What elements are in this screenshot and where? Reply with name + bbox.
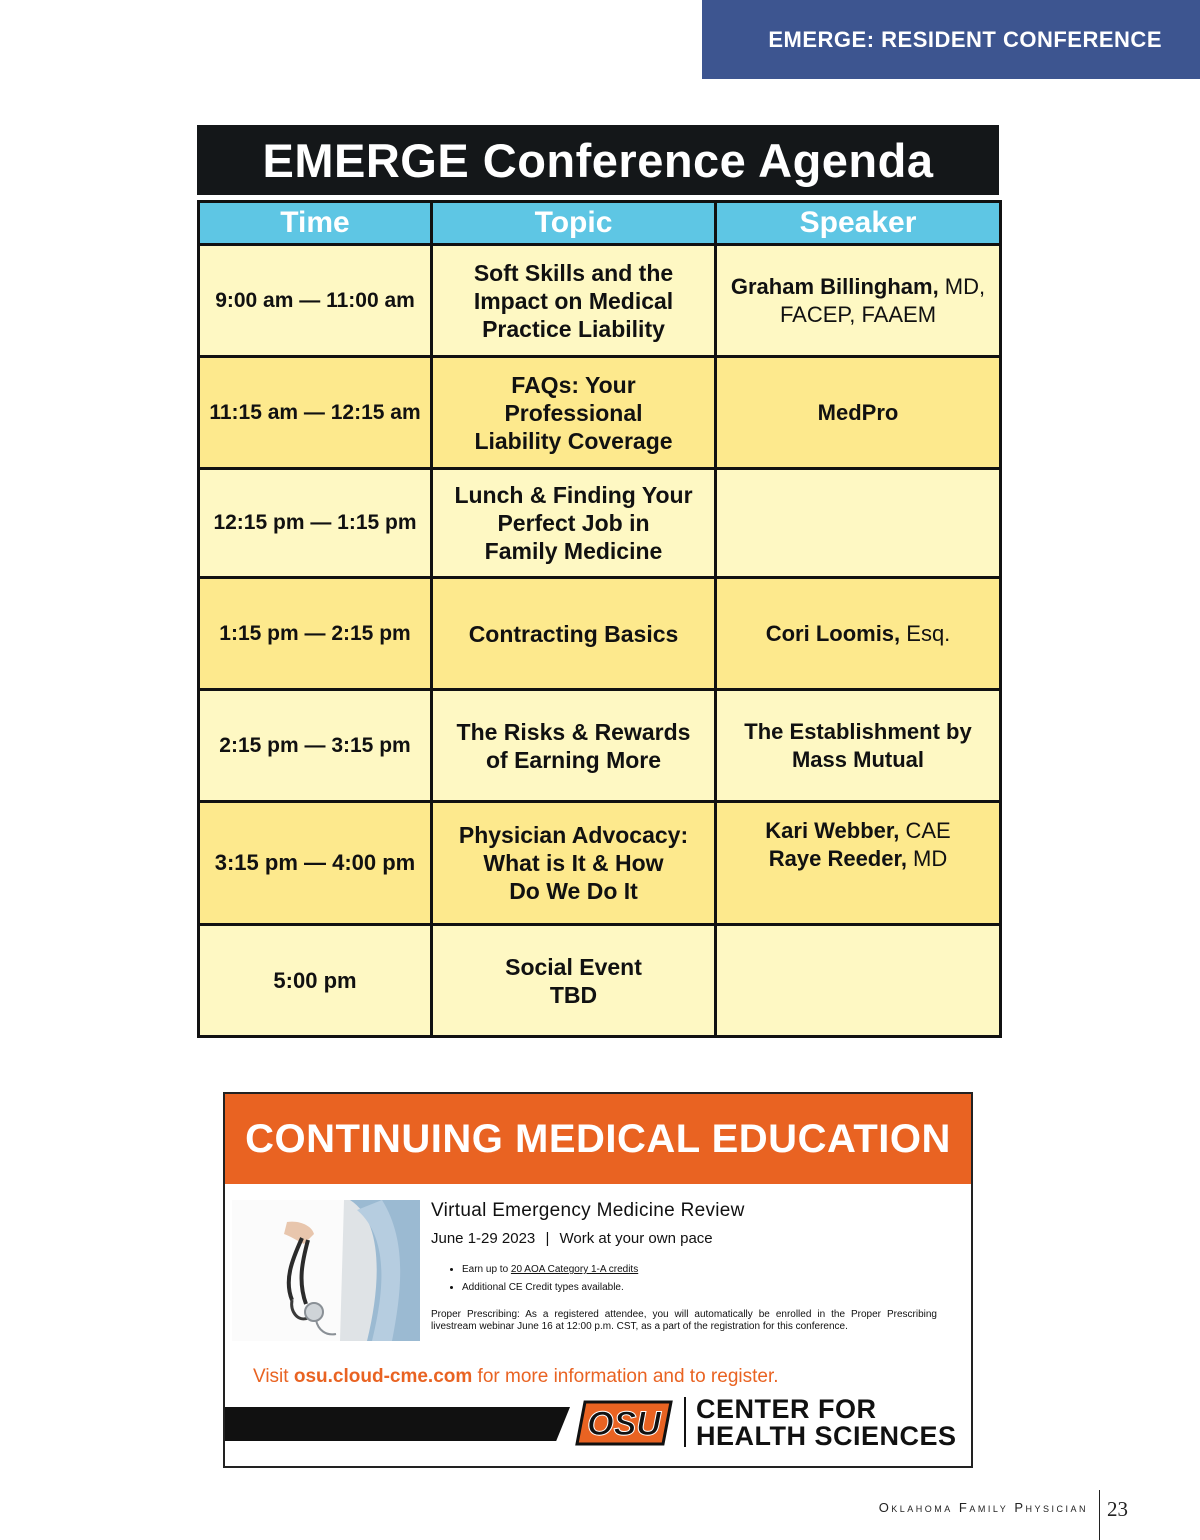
topic-line: Lunch & Finding Your <box>454 482 693 508</box>
page-number: 23 <box>1107 1497 1128 1521</box>
agenda-topic <box>432 357 716 469</box>
footer-divider <box>1099 1490 1100 1540</box>
visit-prefix: Visit <box>253 1366 294 1387</box>
logo-divider <box>684 1397 686 1447</box>
speaker-credentials: MD <box>906 846 948 871</box>
topic-line: TBD <box>549 981 598 1008</box>
course-date-range: June 1-29 2023 <box>431 1230 536 1247</box>
header-time: Time <box>199 202 432 245</box>
speaker-line <box>725 273 991 301</box>
speaker-credentials: FACEP, FAAEM <box>779 301 937 327</box>
topic-line: Do We Do It <box>509 878 638 904</box>
footer-magazine-name: Oklahoma Family Physician <box>878 1500 1088 1515</box>
agenda-time: 3:15 pm — 4:00 pm <box>199 802 432 925</box>
agenda-speaker <box>716 469 1001 578</box>
agenda-row <box>199 245 1001 357</box>
topic-line: Soft Skills and the <box>473 259 674 286</box>
agenda-row <box>199 469 1001 578</box>
agenda-table <box>197 200 1002 1038</box>
cme-bullets <box>431 1261 937 1297</box>
speaker-line: Mass Mutual <box>791 746 925 772</box>
speaker-credentials: Esq. <box>900 620 951 646</box>
speaker-line <box>725 399 991 427</box>
header-topic: Topic <box>432 202 716 245</box>
agenda-speaker <box>716 690 1001 802</box>
topic-line: Practice Liability <box>482 315 665 342</box>
topic-line: Liability Coverage <box>474 427 673 454</box>
speaker-name: Kari Webber, <box>765 818 900 843</box>
agenda-row <box>199 357 1001 469</box>
topic-line: Professional <box>504 399 643 426</box>
header-speaker: Speaker <box>716 202 1001 245</box>
agenda-speaker <box>716 357 1001 469</box>
agenda-row <box>199 802 1001 925</box>
topic-line: Contracting Basics <box>468 620 679 647</box>
doctor-stethoscope-photo <box>232 1200 420 1341</box>
course-dates <box>431 1230 937 1247</box>
topic-line: Perfect Job in <box>497 510 650 536</box>
center-for-health-sciences-logo <box>696 1396 957 1450</box>
speaker-line <box>725 620 991 648</box>
visit-suffix: for more information and to register. <box>472 1366 779 1387</box>
agenda-speaker <box>716 245 1001 357</box>
agenda-topic <box>432 578 716 690</box>
agenda-time: 2:15 pm — 3:15 pm <box>199 690 432 802</box>
cme-info <box>431 1200 937 1333</box>
section-tab-label: EMERGE: RESIDENT CONFERENCE <box>768 26 1162 52</box>
agenda-title: EMERGE Conference Agenda <box>197 125 999 195</box>
agenda-time: 9:00 am — 11:00 am <box>199 245 432 357</box>
cme-advertisement <box>223 1092 973 1468</box>
speaker-name: Raye Reeder, <box>768 846 907 871</box>
proper-prescribing-note: Proper Prescribing: As a registered attendee, you will automatically be enrolled in the Proper Prescribing livestream webinar June 16 at 12:00 p.m. CST, as a part of the registration for this conference. <box>431 1309 937 1332</box>
agenda-body <box>199 245 1001 1037</box>
agenda-topic <box>432 245 716 357</box>
speaker-credentials: MD, <box>938 273 986 299</box>
topic-line: Social Event <box>505 953 642 980</box>
topic-line: What is It & How <box>483 850 664 876</box>
topic-line: The Risks & Rewards <box>456 718 691 745</box>
cme-header: CONTINUING MEDICAL EDUCATION <box>225 1094 971 1184</box>
section-tab <box>702 0 1200 79</box>
chs-line-1: CENTER FOR <box>696 1394 877 1424</box>
speaker-line <box>725 817 991 845</box>
agenda-row <box>199 690 1001 802</box>
agenda-topic <box>432 690 716 802</box>
speaker-name: MedPro <box>817 399 899 425</box>
decorative-black-bar <box>225 1407 570 1441</box>
speaker-name: Cori Loomis, <box>765 620 901 646</box>
osu-logo-text: OSU <box>587 1405 661 1443</box>
osu-logo <box>575 1396 673 1450</box>
course-separator: | <box>545 1230 550 1247</box>
agenda-topic <box>432 925 716 1037</box>
cme-visit-line <box>253 1366 779 1388</box>
agenda-time: 1:15 pm — 2:15 pm <box>199 578 432 690</box>
topic-line: of Earning More <box>485 746 662 773</box>
agenda-speaker <box>716 802 1001 925</box>
course-pace: Work at your own pace <box>559 1230 713 1247</box>
course-title: Virtual Emergency Medicine Review <box>431 1200 745 1221</box>
topic-line: Impact on Medical <box>473 287 674 314</box>
chs-line-2: HEALTH SCIENCES <box>696 1421 957 1451</box>
agenda-topic <box>432 469 716 578</box>
agenda-time: 12:15 pm — 1:15 pm <box>199 469 432 578</box>
topic-line: Physician Advocacy: <box>458 822 689 848</box>
speaker-line: The Establishment by <box>744 718 972 744</box>
topic-line: FAQs: Your <box>511 371 636 398</box>
ce-credit-bullet: • Additional CE Credit types available. <box>462 1279 937 1297</box>
agenda-speaker <box>716 925 1001 1037</box>
agenda-speaker <box>716 578 1001 690</box>
agenda-time: 5:00 pm <box>199 925 432 1037</box>
agenda-row <box>199 925 1001 1037</box>
speaker-line <box>725 845 991 873</box>
agenda-time: 11:15 am — 12:15 am <box>199 357 432 469</box>
agenda-row <box>199 578 1001 690</box>
speaker-credentials: CAE <box>899 818 951 843</box>
speaker-name: Graham Billingham, <box>730 273 939 299</box>
credit-bullet-prefix: Earn up to <box>462 1264 511 1275</box>
agenda-topic <box>432 802 716 925</box>
speaker-line <box>725 301 991 329</box>
registration-url-link[interactable]: osu.cloud-cme.com <box>293 1366 473 1387</box>
credits-link[interactable]: 20 AOA Category 1-A credits <box>510 1264 639 1275</box>
doctor-stethoscope-illustration <box>232 1200 420 1341</box>
credit-bullet <box>462 1261 937 1279</box>
agenda-header-row <box>199 202 1001 245</box>
topic-line: Family Medicine <box>484 538 663 564</box>
